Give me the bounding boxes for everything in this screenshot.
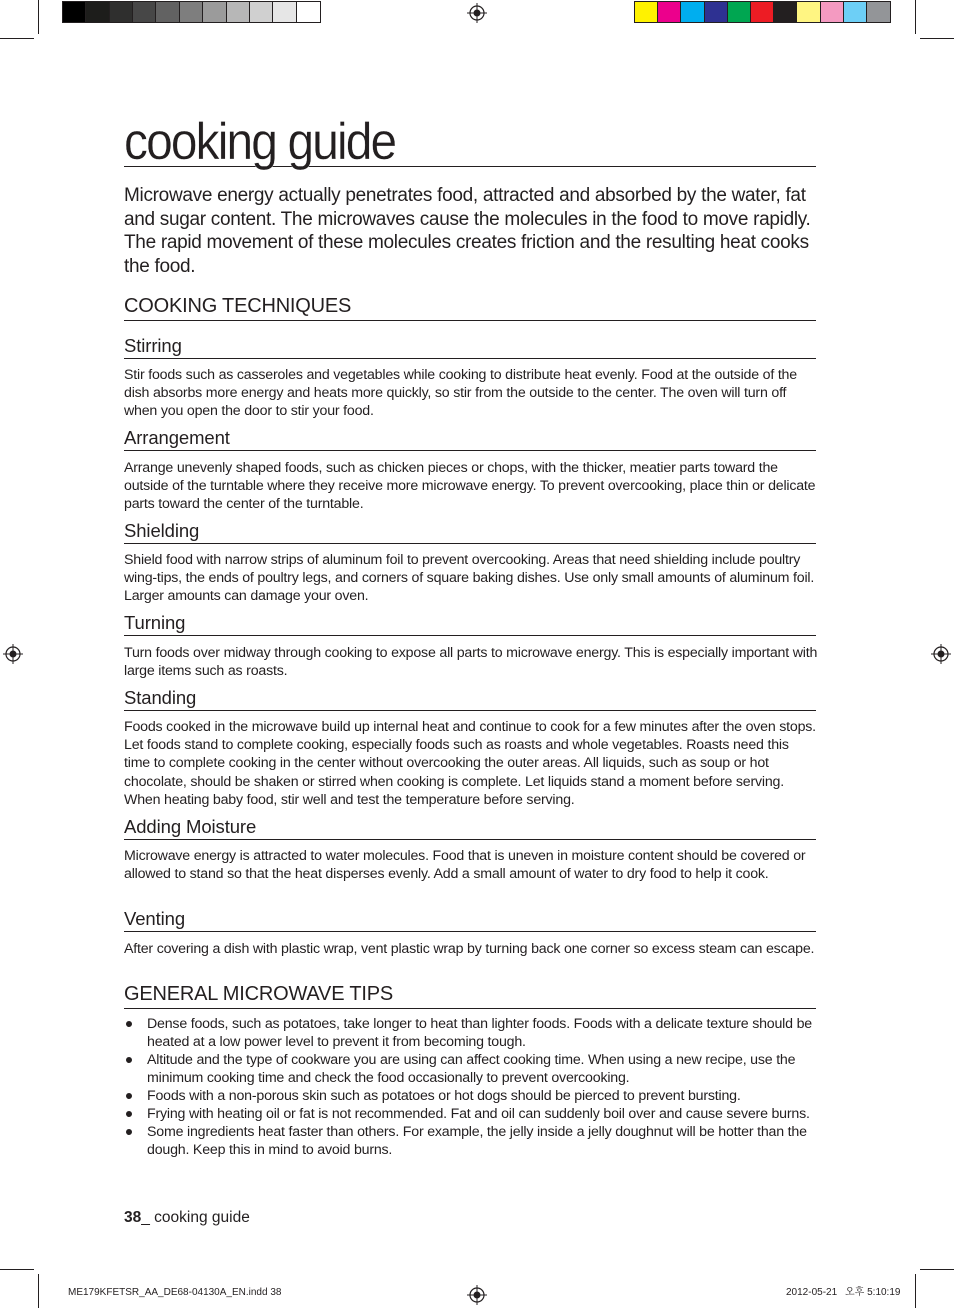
footer-label: _ cooking guide: [141, 1209, 250, 1226]
subheading-arrangement: Arrangement: [124, 427, 816, 451]
crop-mark: [38, 1274, 39, 1308]
paragraph-standing: Foods cooked in the microwave build up internal heat and continue to cook for a few minutes after the oven stops. Let foods stand to complete cooking, especially foods such as roasts and whole vegetables. Roasts need this time to complete cooking in the center without overcooking the outer areas. All liquids, such as soup or hot chocolate, should be shaken or stirred when cooking is complete. Let liquids stand a moment before serving. When heating baby food, stir well and test the temperature before serving.: [124, 719, 816, 808]
subheading-stirring: Stirring: [124, 335, 816, 359]
process-swatch: [751, 2, 774, 22]
section-heading-general-tips: GENERAL MICROWAVE TIPS: [124, 982, 816, 1009]
page-number: 38: [124, 1209, 142, 1226]
crop-mark: [0, 1269, 34, 1270]
list-item: Some ingredients heat faster than others. For example, the jelly inside a jelly doughnut will be hotter than the dough. Keep this in mind to avoid burns.: [124, 1123, 816, 1159]
process-swatch: [821, 2, 844, 22]
crop-mark: [38, 0, 39, 34]
process-swatch: [867, 2, 890, 22]
grayscale-swatch: [133, 2, 156, 22]
registration-mark-icon: [467, 3, 487, 23]
registration-mark-icon: [931, 644, 951, 664]
paragraph-stirring: Stir foods such as casseroles and vegetables while cooking to distribute heat evenly. Food at the outside of the dish absorbs more energy and heats more quickly, so stir from the outside to the center. The oven will turn off when you open the door to stir your food.: [124, 367, 797, 420]
section-heading-cooking-techniques: COOKING TECHNIQUES: [124, 294, 816, 321]
process-swatch: [774, 2, 797, 22]
grayscale-color-bar: [62, 1, 321, 23]
grayscale-swatch: [273, 2, 296, 22]
process-swatch: [681, 2, 704, 22]
grayscale-swatch: [180, 2, 203, 22]
grayscale-swatch: [110, 2, 133, 22]
tips-list: [124, 1015, 816, 1159]
page-title-text: cooking guide: [124, 113, 396, 171]
process-swatch: [705, 2, 728, 22]
grayscale-swatch: [203, 2, 226, 22]
subheading-shielding: Shielding: [124, 520, 816, 544]
intro-paragraph: Microwave energy actually penetrates food, attracted and absorbed by the water, fat and sugar content. The microwaves cause the molecules in the food to move rapidly. The rapid movement of these molecules creates friction and the resulting heat cooks the food.: [124, 185, 811, 277]
list-item: Altitude and the type of cookware you are using can affect cooking time. When using a new recipe, use the minimum cooking time and check the food occasionally to prevent overcooking.: [124, 1051, 816, 1087]
subheading-adding-moisture: Adding Moisture: [124, 816, 816, 840]
grayscale-swatch: [250, 2, 273, 22]
crop-mark: [0, 38, 34, 39]
paragraph-shielding: Shield food with narrow strips of aluminum foil to prevent overcooking. Areas that need shielding include poultry wing-tips, the ends of poultry legs, and corners of square baking dishes. Use only small amounts of aluminum foil. Larger amounts can damage your oven.: [124, 552, 815, 605]
crop-mark: [915, 0, 916, 34]
paragraph-adding-moisture: Microwave energy is attracted to water molecules. Food that is uneven in moisture content should be covered or allowed to stand so that the heat disperses evenly. Add a small amount of water to dry food to help it cook.: [124, 848, 806, 883]
list-item: Foods with a non-porous skin such as potatoes or hot dogs should be pierced to prevent bursting.: [124, 1087, 816, 1105]
crop-mark: [920, 38, 954, 39]
slug-time: 오후 5:10:19: [845, 1287, 901, 1298]
list-item: Dense foods, such as potatoes, take longer to heat than lighter foods. Foods with a delicate texture should be heated at a low power level to prevent it from becoming tough.: [124, 1015, 816, 1051]
subheading-standing: Standing: [124, 687, 816, 711]
process-swatch: [635, 2, 658, 22]
registration-mark-icon: [467, 1285, 487, 1305]
grayscale-swatch: [86, 2, 109, 22]
grayscale-swatch: [297, 2, 320, 22]
process-swatch: [658, 2, 681, 22]
page-footer: [124, 1208, 250, 1228]
paragraph-venting: After covering a dish with plastic wrap, vent plastic wrap by turning back one corner so excess steam can escape.: [124, 941, 815, 957]
grayscale-swatch: [63, 2, 86, 22]
paragraph-turning: Turn foods over midway through cooking to expose all parts to microwave energy. This is especially important with large items such as roasts.: [124, 645, 818, 680]
grayscale-swatch: [227, 2, 250, 22]
slug-date: 2012-05-21: [786, 1287, 838, 1298]
subheading-venting: Venting: [124, 908, 816, 932]
paragraph-arrangement: Arrange unevenly shaped foods, such as chicken pieces or chops, with the thicker, meatier parts toward the outside of the turntable where they receive more microwave energy. To prevent overcooking, place thin or delicate parts toward the center of the turntable.: [124, 460, 816, 513]
subheading-turning: Turning: [124, 612, 816, 636]
process-color-bar: [634, 1, 891, 23]
registration-mark-icon: [3, 644, 23, 664]
page-title: [124, 113, 816, 171]
list-item: Frying with heating oil or fat is not recommended. Fat and oil can suddenly boil over and cause severe burns.: [124, 1105, 816, 1123]
crop-mark: [920, 1269, 954, 1270]
process-swatch: [728, 2, 751, 22]
process-swatch: [844, 2, 867, 22]
grayscale-swatch: [156, 2, 179, 22]
process-swatch: [797, 2, 820, 22]
slug-filename: ME179KFETSR_AA_DE68-04130A_EN.indd 38: [68, 1287, 282, 1298]
crop-mark: [915, 1274, 916, 1308]
